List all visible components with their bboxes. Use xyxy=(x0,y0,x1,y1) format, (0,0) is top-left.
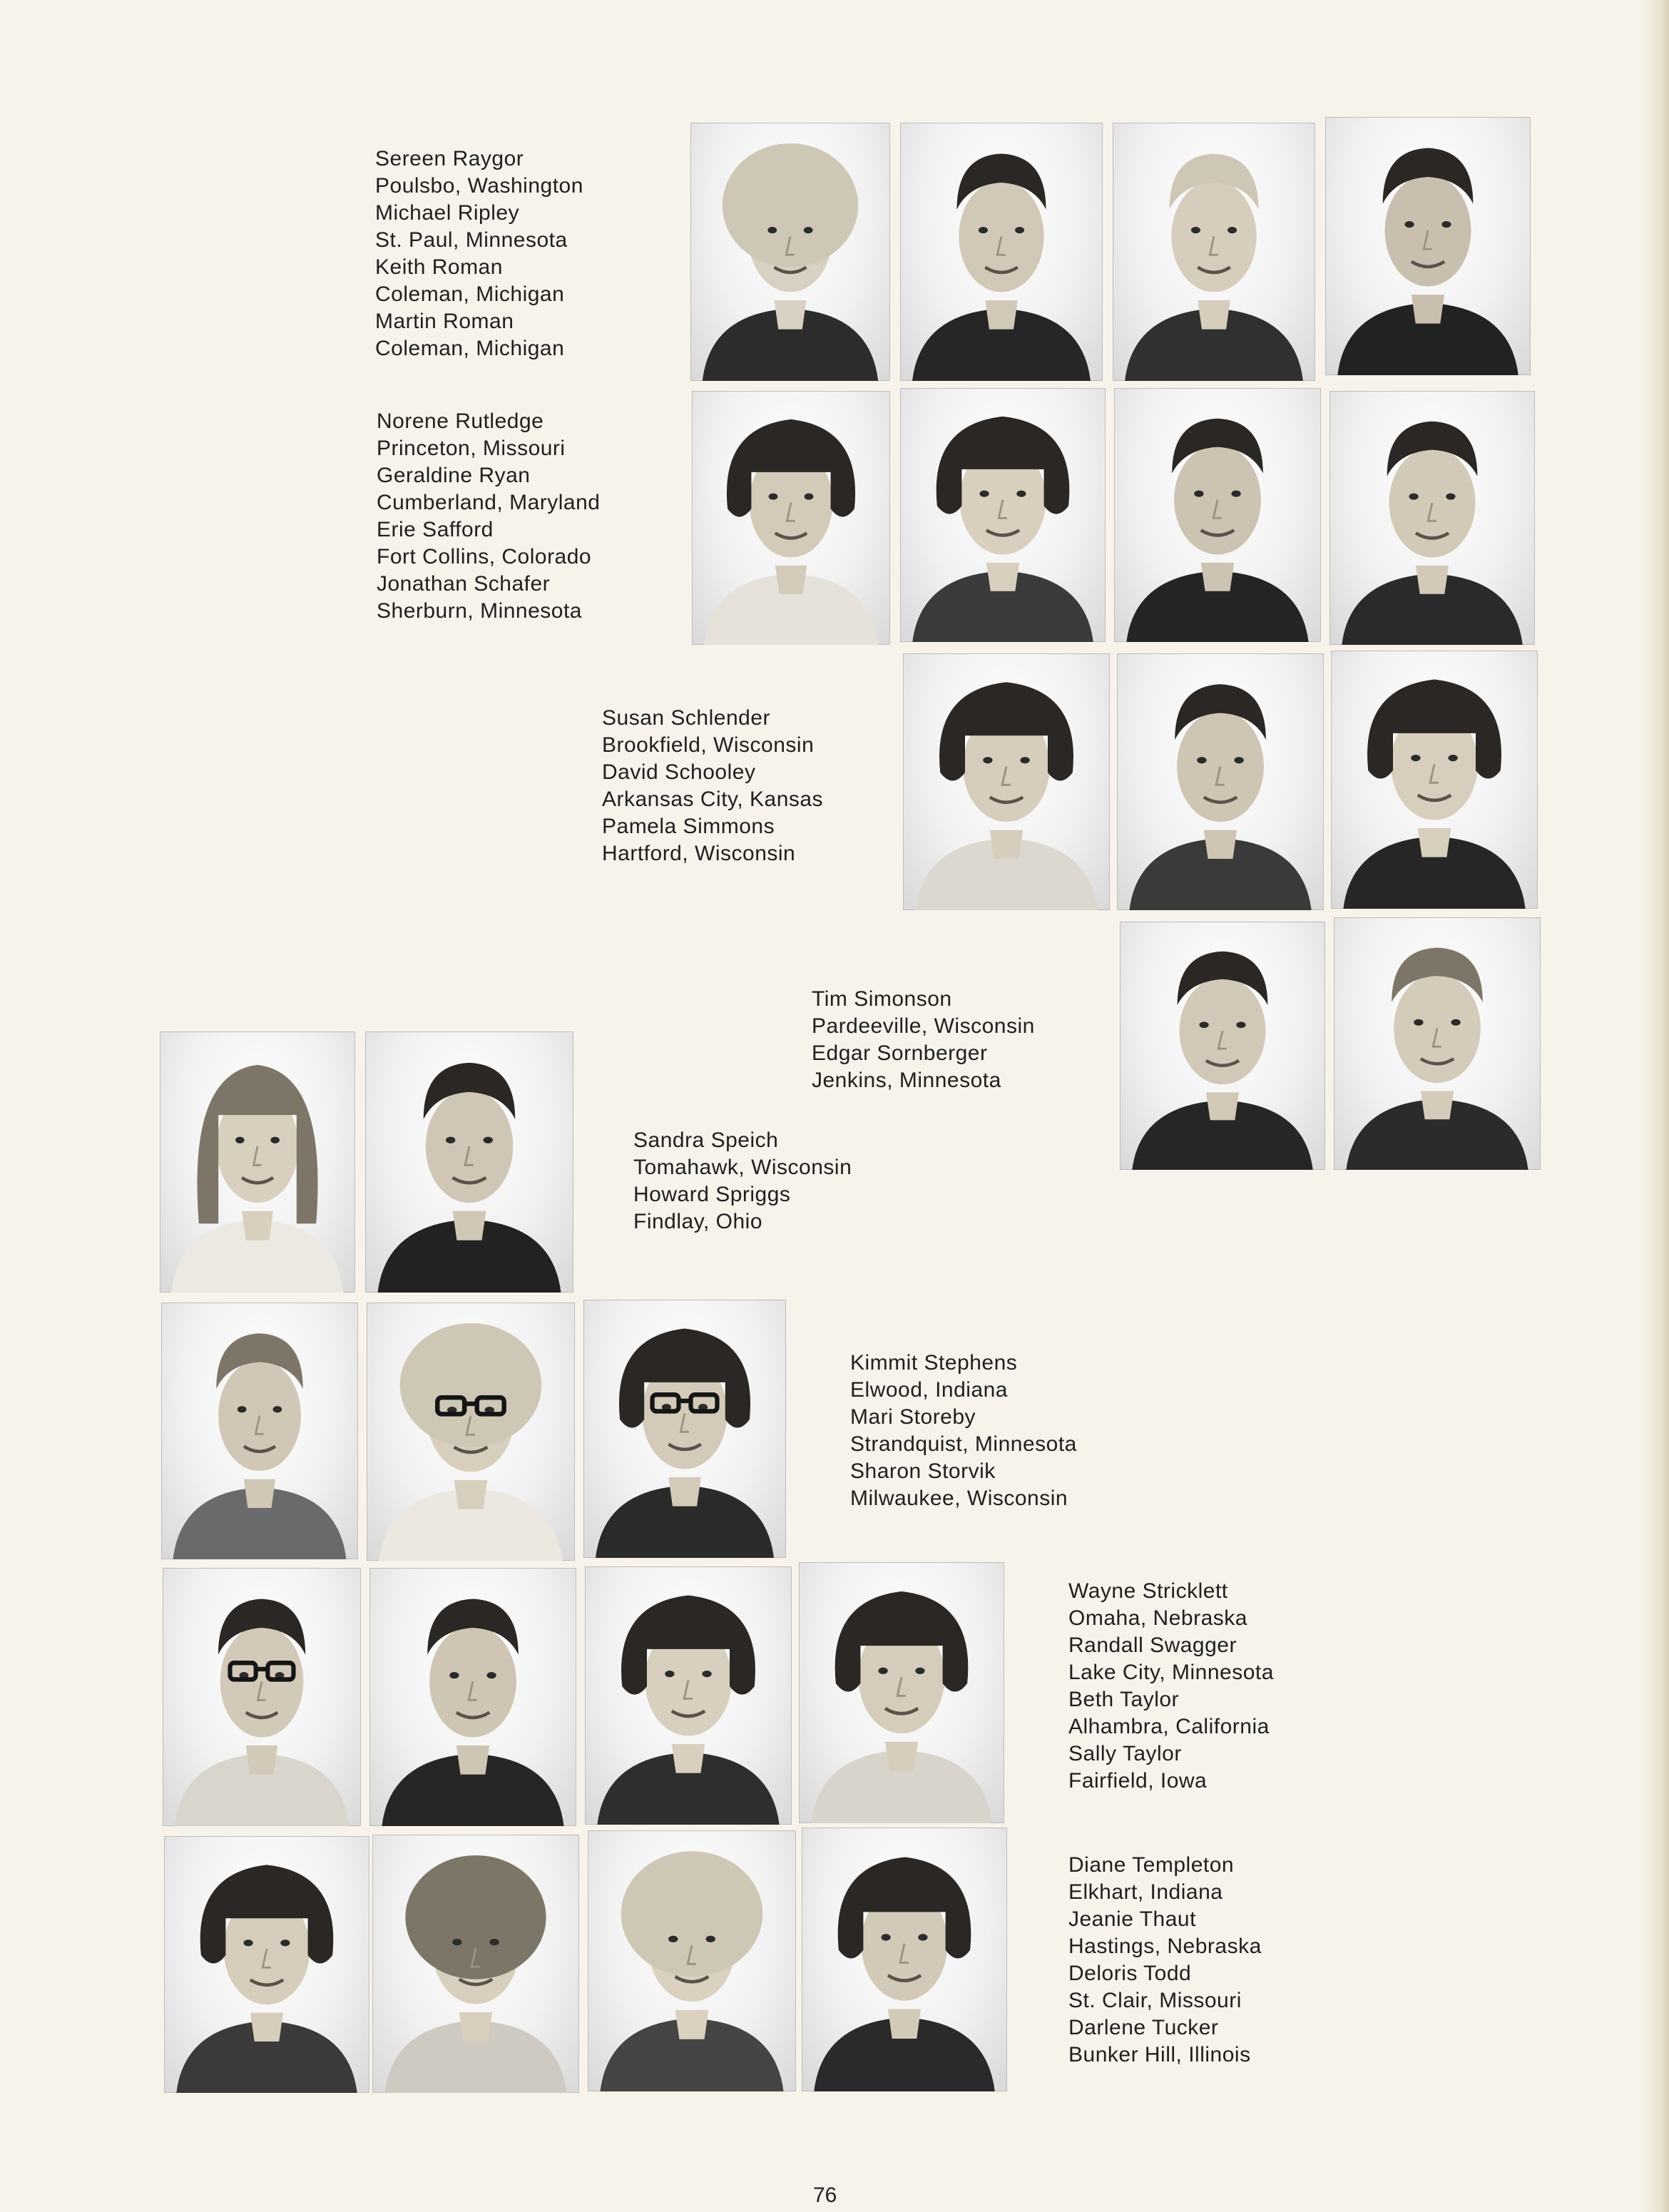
caption-line: Sandra Speich xyxy=(633,1128,779,1152)
portrait-0 xyxy=(690,123,890,381)
caption-line: Wayne Stricklett xyxy=(1068,1579,1228,1603)
portrait-8 xyxy=(903,653,1110,910)
portrait-10 xyxy=(1331,651,1538,909)
portrait-14 xyxy=(365,1031,573,1293)
portrait-1 xyxy=(900,123,1103,381)
caption-line: Erie Safford xyxy=(377,518,494,541)
portrait-25 xyxy=(802,1828,1007,2091)
caption-line: Strandquist, Minnesota xyxy=(850,1432,1077,1456)
portrait-21 xyxy=(799,1562,1004,1823)
caption-line: Elkhart, Indiana xyxy=(1068,1880,1223,1904)
caption-line: Milwaukee, Wisconsin xyxy=(850,1487,1068,1510)
caption-line: Arkansas City, Kansas xyxy=(602,788,824,811)
caption-line: Deloris Todd xyxy=(1068,1962,1192,1985)
portrait-16 xyxy=(367,1303,575,1561)
portrait-5 xyxy=(900,388,1106,642)
caption-line: Coleman, Michigan xyxy=(375,282,565,306)
caption-line: Sereen Raygor xyxy=(375,147,524,170)
portrait-23 xyxy=(372,1835,579,2093)
caption-line: Sally Taylor xyxy=(1068,1742,1182,1765)
caption-line: Norene Rutledge xyxy=(377,409,544,433)
caption-line: St. Clair, Missouri xyxy=(1068,1989,1242,2012)
portrait-15 xyxy=(161,1303,358,1559)
portrait-3 xyxy=(1325,117,1531,375)
caption-block xyxy=(850,1350,1077,1512)
caption-line: Fort Collins, Colorado xyxy=(377,545,592,569)
portrait-24 xyxy=(588,1830,796,2091)
caption-line: Elwood, Indiana xyxy=(850,1378,1008,1402)
portrait-4 xyxy=(692,391,890,645)
caption-block xyxy=(1068,1852,1262,2069)
caption-line: Bunker Hill, Illinois xyxy=(1068,2043,1251,2066)
portrait-11 xyxy=(1120,922,1325,1170)
caption-block xyxy=(602,705,823,867)
caption-line: Edgar Sornberger xyxy=(812,1041,988,1065)
portrait-18 xyxy=(163,1568,361,1826)
portrait-17 xyxy=(583,1300,786,1558)
caption-line: Sherburn, Minnesota xyxy=(377,599,582,623)
caption-line: Poulsbo, Washington xyxy=(375,174,583,198)
portrait-13 xyxy=(160,1031,355,1293)
caption-line: Tim Simonson xyxy=(812,987,952,1011)
caption-line: Tomahawk, Wisconsin xyxy=(633,1156,852,1179)
portrait-6 xyxy=(1114,388,1321,642)
caption-line: Darlene Tucker xyxy=(1068,2016,1219,2039)
caption-line: St. Paul, Minnesota xyxy=(375,228,568,252)
portrait-12 xyxy=(1334,917,1541,1170)
caption-line: Hartford, Wisconsin xyxy=(602,842,796,865)
caption-line: Mari Storeby xyxy=(850,1405,976,1429)
caption-line: Omaha, Nebraska xyxy=(1068,1606,1247,1630)
caption-line: Princeton, Missouri xyxy=(377,437,566,460)
caption-line: Howard Spriggs xyxy=(633,1183,791,1206)
caption-line: Keith Roman xyxy=(375,255,503,279)
portrait-19 xyxy=(369,1568,576,1826)
caption-line: Brookfield, Wisconsin xyxy=(602,733,815,757)
caption-line: Michael Ripley xyxy=(375,201,520,225)
caption-line: Coleman, Michigan xyxy=(375,337,565,360)
caption-line: Geraldine Ryan xyxy=(377,464,531,487)
portrait-2 xyxy=(1113,123,1315,381)
caption-line: Alhambra, California xyxy=(1068,1715,1270,1738)
caption-block xyxy=(633,1127,852,1235)
portrait-20 xyxy=(585,1566,792,1825)
caption-line: Jenkins, Minnesota xyxy=(812,1069,1001,1092)
caption-line: Kimmit Stephens xyxy=(850,1351,1018,1375)
caption-line: Susan Schlender xyxy=(602,706,770,730)
caption-line: Pamela Simmons xyxy=(602,815,775,838)
caption-line: David Schooley xyxy=(602,760,756,784)
caption-line: Jonathan Schafer xyxy=(377,572,551,596)
caption-block xyxy=(377,408,600,625)
caption-line: Randall Swagger xyxy=(1068,1633,1237,1657)
caption-block xyxy=(1068,1578,1274,1795)
caption-line: Sharon Storvik xyxy=(850,1459,996,1483)
caption-block xyxy=(812,986,1035,1094)
caption-line: Cumberland, Maryland xyxy=(377,491,601,514)
caption-line: Findlay, Ohio xyxy=(633,1210,763,1233)
caption-line: Beth Taylor xyxy=(1068,1688,1180,1711)
caption-block xyxy=(375,146,583,362)
caption-line: Fairfield, Iowa xyxy=(1068,1769,1208,1793)
caption-line: Hastings, Nebraska xyxy=(1068,1935,1262,1958)
caption-line: Diane Templeton xyxy=(1068,1853,1235,1877)
caption-line: Martin Roman xyxy=(375,310,514,333)
caption-line: Lake City, Minnesota xyxy=(1068,1661,1274,1684)
portrait-9 xyxy=(1117,653,1324,910)
portrait-22 xyxy=(164,1836,369,2093)
page-edge xyxy=(1640,0,1669,2212)
caption-line: Jeanie Thaut xyxy=(1068,1907,1196,1931)
caption-line: Pardeeville, Wisconsin xyxy=(812,1014,1035,1038)
portrait-7 xyxy=(1329,391,1535,645)
